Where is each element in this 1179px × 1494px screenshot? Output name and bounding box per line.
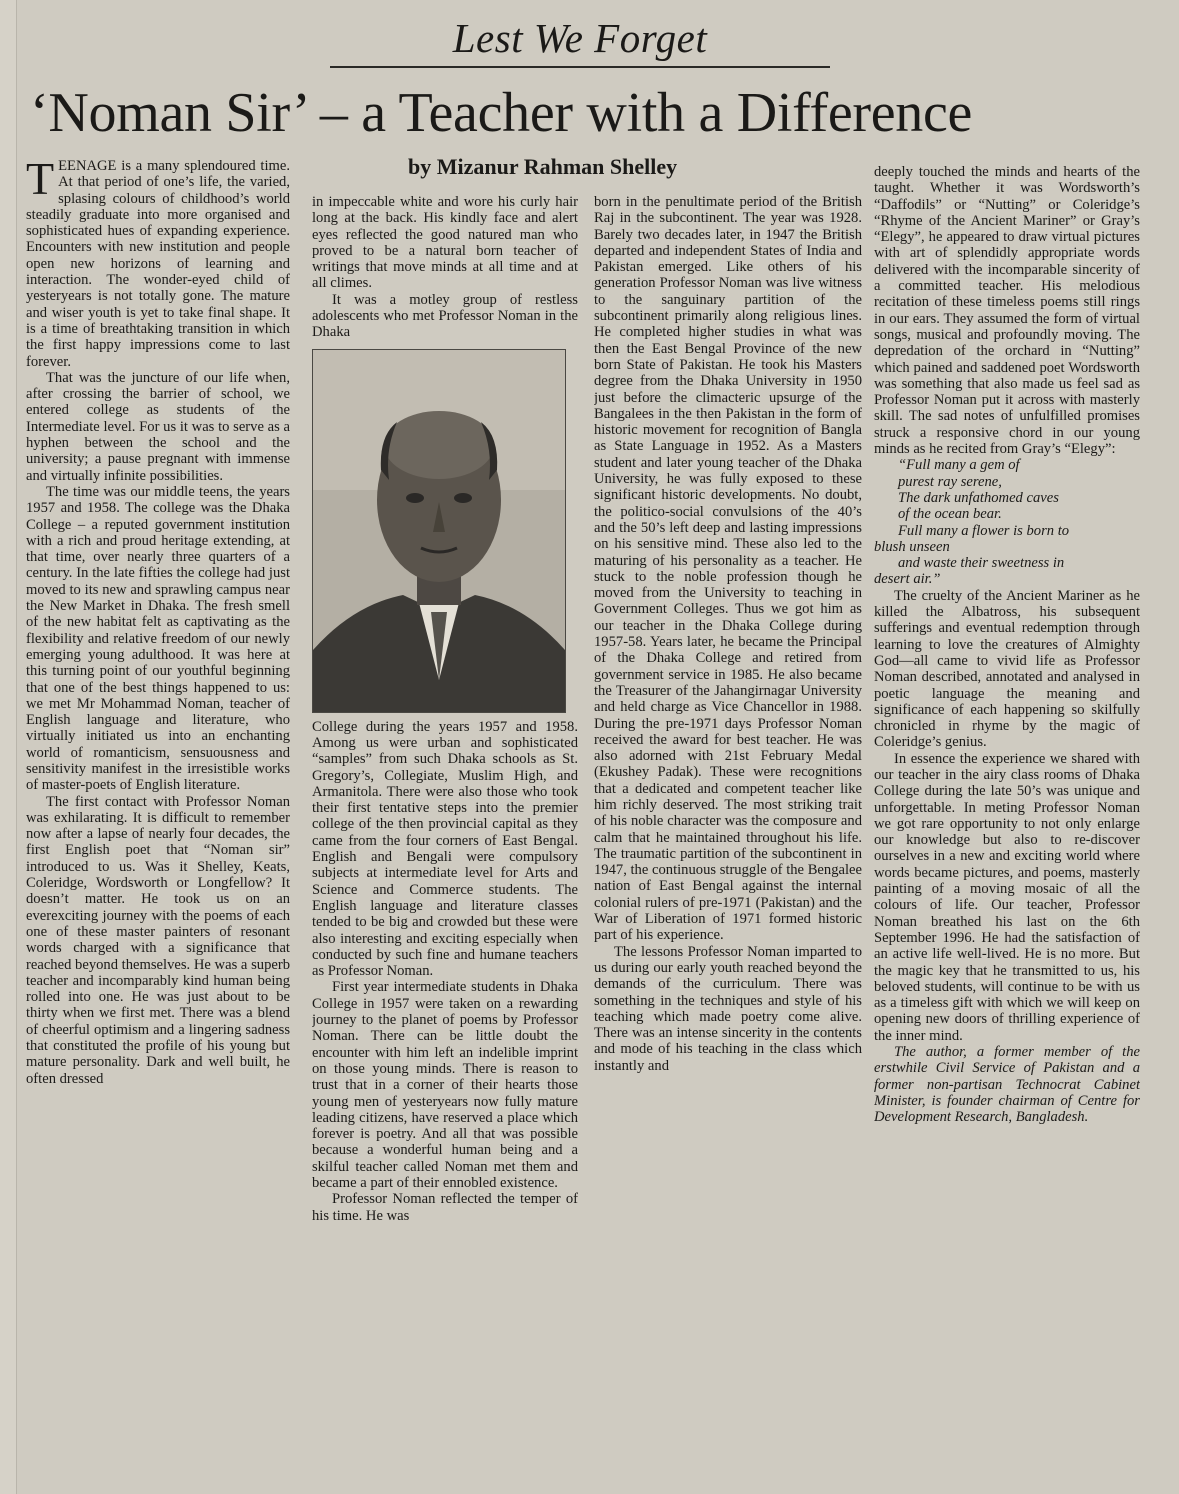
author-note: The author, a former member of the erstwhile Civil Service of Pakistan and a former non-partisan Technocrat Cabinet Minister, is founder chairman of Centre for Development Research, Bangladesh. bbox=[874, 1044, 1140, 1126]
adjacent-page-strip bbox=[0, 0, 17, 1494]
kicker-rule bbox=[330, 66, 830, 68]
poem-line: of the ocean bear. bbox=[898, 506, 1002, 523]
poem-line: purest ray serene, bbox=[898, 473, 1002, 490]
poem-line: The dark unfathomed caves bbox=[898, 489, 1059, 506]
paragraph: deeply touched the minds and hearts of the taught. Whether it was Wordsworth’s “Daffodils” or “Nutting” or Coleridge’s “Rhyme of the Ancient Mariner” or Gray’s “Elegy”, he appeared to draw virtual pictures with art of splendidly appropriate words delivered with the incomparable sincerity of a committed teacher. His melodious recitation of these timeless poems still rings in our ears. They assumed the form of virtual songs, musical and profoundly moving. The depredation of the orchard in “Nutting” which pained and saddened poet Wordsworth was something that also made us feel sad as Professor Noman put it across with masterly skill. The sad notes of unfulfilled promises struck a responsive chord in our young minds as he recited from Gray’s “Elegy”: bbox=[874, 164, 1140, 458]
column-3 bbox=[594, 194, 862, 1484]
byline: by Mizanur Rahman Shelley bbox=[408, 154, 678, 179]
poem-line: blush unseen bbox=[874, 538, 950, 555]
poem-line: desert air.” bbox=[874, 571, 941, 588]
paragraph: That was the juncture of our life when, after crossing the barrier of school, we entered college as students of the Intermediate level. For us it was to serve as a hyphen between the school and the university; a pause pregnant with immense and virtually infinite possibilities. bbox=[26, 369, 290, 484]
paragraph: born in the penultimate period of the British Raj in the subcontinent. The year was 1928. Barely two decades later, in 1947 the British departed and independent States of India and Pakistan emerged. Like others of his generation Professor Noman was live witness to the sanguinary partition of the subcontinent primarily along religious lines. He completed higher studies in what was then the East Bengal Province of the new born State of Pakistan. He took his Masters degree from the Dhaka University in 1950 just before the climacteric upsurge of the Bangalees in the then Pakistan in the form of historic movement for recognition of Bangla as State Language in 1952. As a Masters student and later young teacher of the Dhaka University, he was fully exposed to these significant historic developments. No doubt, the politico-social convulsions of the 40’s and the 50’s left deep and lasting impressions on his sensitive mind. These also led to the maturing of his personality as a teacher. He stuck to the noble profession though he moved from the University to teaching in Government Colleges. Thus we got him as our teacher in the Dhaka College during 1957-58. Years later, he became the Principal of the Dhaka College and retired from government service in 1985. He also became the Treasurer of the Jahangirnagar University and held charge as Vice Chancellor in 1988. During the pre-1971 days Professor Noman received the award for best teacher. He was also adorned with 21st February Medal (Ekushey Padak). These were recognitions that a dedicated and competent teacher like him richly deserved. The most striking trait of his noble character was the composure and calm that he maintained throughout his life. The traumatic partition of the subcontinent in 1947, the continuous struggle of the Bengalee nation of East Bengal against the internal colonial rulers of pre-1971 (Pakistan) and the War of Liberation of 1971 formed historic part of his experience. bbox=[594, 194, 862, 944]
headline: ‘Noman Sir’ – a Teacher with a Difference bbox=[30, 82, 973, 144]
section-kicker: Lest We Forget bbox=[452, 15, 708, 61]
drop-cap: T bbox=[26, 158, 55, 204]
column-2 bbox=[312, 194, 578, 1484]
column-1 bbox=[26, 158, 290, 1478]
paragraph: College during the years 1957 and 1958. Among us were urban and sophisticated “samples” from such Dhaka schools as St. Gregory’s, Collegiate, Muslim High, and Armanitola. There were also those who took their first tentative steps into the premier college of the then provincial capital as they came from the four corners of East Bengal. English and Bengali were compulsory subjects at intermediate level for Arts and Science and Commerce students. The English language and literature classes tended to be big and crowded but these were also interesting and exciting especially when conducted by such fine and humane teachers as Professor Noman. bbox=[312, 718, 578, 980]
paragraph: The time was our middle teens, the years 1957 and 1958. The college was the Dhaka College – a reputed government institution with a rich and proud heritage extending, at that time, over nearly three quarters of a century. In the late fifties the college had just moved to its new and sprawling campus near the New Market in Dhaka. The fresh smell of the new habitat felt as captivating as the flexibility and relative freedom of our newly emerging young adulthood. It was here at this turning point of our youthful beginning that one of the best things happened to us: we met Mr Mohammad Noman, teacher of English language and literature, who virtually initiated us into an enchanting world of romanticism, sensuousness and sensitivity manifest in the irresistible works of master-poets of English literature. bbox=[26, 483, 290, 794]
paragraph: First year intermediate students in Dhaka College in 1957 were taken on a rewarding journey to the planet of poems by Professor Noman. There can be little doubt the encounter with him left an indelible imprint on those young minds. There is reason to trust that in a corner of their hearts those young men of yesteryears now fully mature leading citizens, have reserved a place which forever is poetry. And all that was possible because a wonderful human being and a skilful teacher called Noman met them and became a part of their ennobled existence. bbox=[312, 979, 578, 1191]
poem-line: and waste their sweetness in bbox=[898, 555, 1065, 572]
poem-line: Full many a flower is born to bbox=[898, 522, 1070, 539]
poem-line: “Full many a gem of bbox=[898, 457, 1020, 474]
paragraph: The cruelty of the Ancient Mariner as he killed the Albatross, his subsequent sufferings and eventual redemption through learning to love the creatures of Almighty God—all came to vivid life as Professor Noman described, annotated and analysed in poetic language the meaning and significance of each happening so skilfully chronicled in rhyme by the magic of Coleridge’s genius. bbox=[874, 587, 1140, 751]
poem-quote bbox=[874, 457, 1140, 587]
column-4 bbox=[874, 164, 1140, 1484]
paragraph: Professor Noman reflected the temper of his time. He was bbox=[312, 1191, 578, 1224]
paragraph: in impeccable white and wore his curly hair long at the back. His kindly face and alert eyes reflected the good natured man who proved to be a natural born teacher of writings that move minds at all time and at all climes. bbox=[312, 194, 578, 292]
portrait-illustration bbox=[313, 350, 565, 712]
portrait-photo bbox=[312, 349, 566, 713]
paragraph: In essence the experience we shared with our teacher in the airy class rooms of Dhaka College during the late 50’s was unique and unforgettable. In meting Professor Noman we got rare opportunity to not only enlarge our knowledge but also to re-discover ourselves in a new and exciting world where words became pictures, and poems, masterly painting of a moving mosaic of all the colours of life. Our teacher, Professor Noman breathed his last on the 6th September 1996. He had the satisfaction of an active life well-lived. He is no more. But the magic key that he transmitted to us, his beloved students, will continue to be with us as a timeless gift with which we will keep on opening new doors of thrilling experience of the inner mind. bbox=[874, 750, 1140, 1044]
paragraph: It was a motley group of restless adolescents who met Professor Noman in the Dhaka bbox=[312, 291, 578, 341]
paragraph: The lessons Professor Noman imparted to us during our early youth reached beyond the demands of the curriculum. There was something in the techniques and style of his teaching which made poetry come alive. There was an intense sincerity in the contents and mode of his teaching in the class which instantly and bbox=[594, 943, 862, 1074]
paragraph: TEENAGE is a many splendoured time. At that period of one’s life, the varied, splasing colours of childhood’s world steadily graduate into more organised and sophisticated hues of expanding experience. Encounters with new institution and people open new horizons of learning and interaction. The wonder-eyed child of yesteryears is not totally gone. The mature and wiser youth is yet to take final shape. It is a time of breathtaking transition in which the first happy impressions come to last forever. bbox=[26, 158, 290, 370]
paragraph: The first contact with Professor Noman was exhilarating. It is difficult to remember now after a lapse of nearly four decades, the first English poet that “Noman sir” introduced to us. Was it Shelley, Keats, Coleridge, Wordsworth or Longfellow? It doesn’t matter. He took us on an everexciting journey with the poems of each one of these master painters of resonant words charged with a significance that reached beyond themselves. He was a superb teacher and incomparably kind human being rolled into one. He was just about to be thirty when we first met. There was a blend of cheerful optimism and a lingering sadness that constituted the profile of his young but mature personality. Dark and well built, he often dressed bbox=[26, 793, 290, 1087]
